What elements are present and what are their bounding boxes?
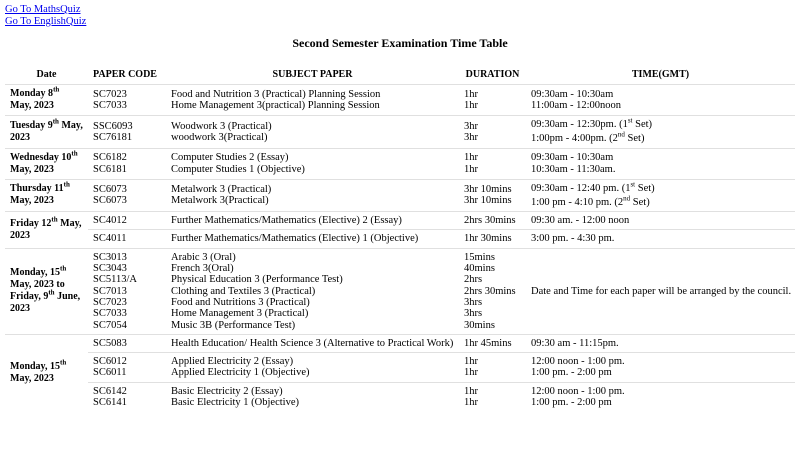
time-gmt: 1:00 pm. - 2:00 pm [531,397,612,409]
subject-paper: Health Education/ Health Science 3 (Alternative to Practical Work) [171,337,454,349]
time-gmt: Date and Time for each paper will be arranged by the council. [531,285,792,297]
subject-paper: Metalwork 3 (Practical) [171,184,272,196]
table-row [5,116,795,149]
paper-code: SC4012 [93,215,127,227]
date-cell: Monday 8th May, 2023 [5,85,88,116]
subject-cell [166,212,459,230]
paper-code: SC6011 [93,367,127,379]
subject-paper: Applied Electricity 2 (Essay) [171,356,294,368]
time-gmt: 09:30 am. - 12:00 noon [531,215,630,227]
date-cell: Monday, 15th May, 2023 [5,334,88,411]
paper-code: SC76181 [93,131,133,143]
time-gmt: 09:30 am - 11:15pm. [531,337,619,349]
subject-paper: woodwork 3(Practical) [171,131,268,143]
paper-code: SC6012 [93,356,127,368]
duration: 1hr 45mins [464,337,512,349]
paper-code: SC5113/A [93,274,137,286]
date-cell: Wednesday 10th May, 2023 [5,148,88,179]
subject-paper: Applied Electricity 1 (Objective) [171,367,310,379]
date-cell: Thursday 11th May, 2023 [5,179,88,212]
duration: 3hrs [464,296,483,308]
time-cell [526,116,795,149]
time-cell [526,334,795,352]
time-gmt: 10:30am - 11:30am. [531,163,616,175]
timetable [5,64,795,411]
paper-code: SSC6093 [93,120,133,132]
subject-paper: Computer Studies 1 (Objective) [171,163,305,175]
subject-paper: Basic Electricity 1 (Objective) [171,397,299,409]
time-cell [526,230,795,248]
date-ordinal: th [63,181,70,190]
time-cell [526,248,795,334]
duration: 40mins [464,263,495,275]
time-cell [526,353,795,383]
english-quiz-link[interactable]: Go To EnglishQuiz [5,15,87,27]
header-paper-code: PAPER CODE [93,68,157,80]
paper-code: SC7013 [93,285,127,297]
table-row [5,382,795,411]
duration-cell [459,148,526,179]
subject-paper: Further Mathematics/Mathematics (Elective) 2 (Essay) [171,215,402,227]
subject-paper: Home Management 3(practical) Planning Session [171,100,380,111]
date-ordinal: th [60,264,67,273]
timetable-body [5,85,795,412]
subject-paper: Woodwork 3 (Practical) [171,120,272,132]
subject-cell [166,248,459,334]
duration-cell [459,116,526,149]
duration: 3hr [464,120,478,132]
subject-paper: Physical Education 3 (Performance Test) [171,274,343,286]
paper-code-cell [88,248,166,334]
subject-paper: Metalwork 3(Practical) [171,195,269,207]
table-row [5,179,795,212]
subject-cell [166,148,459,179]
duration-cell [459,212,526,230]
time-cell [526,382,795,411]
time-gmt: 09:30am - 12:40 pm. (1st Set) [531,180,655,194]
duration-cell [459,85,526,116]
duration: 3hr 10mins [464,195,512,207]
duration: 2hrs 30mins [464,285,516,297]
paper-code: SC3013 [93,251,127,263]
subject-paper: Clothing and Textiles 3 (Practical) [171,285,316,297]
subject-cell [166,382,459,411]
paper-code-cell [88,353,166,383]
table-row [5,212,795,230]
paper-code: SC6073 [93,184,127,196]
paper-code-cell [88,382,166,411]
time-gmt: 12:00 noon - 1:00 pm. [531,356,625,368]
duration: 3hr [464,131,478,143]
paper-code-cell [88,334,166,352]
subject-paper: Music 3B (Performance Test) [171,319,296,331]
paper-code: SC7033 [93,308,127,320]
duration: 2hrs [464,274,483,286]
duration: 1hr [464,356,478,368]
time-gmt: 11:00am - 12:00noon [531,100,622,111]
subject-cell [166,230,459,248]
table-row [5,85,795,116]
paper-code: SC7023 [93,296,127,308]
date-ordinal: th [60,358,67,367]
time-gmt: 09:30am - 10:30am [531,152,614,164]
nav-links [5,4,86,27]
paper-code: SC7054 [93,319,127,331]
subject-paper: Computer Studies 2 (Essay) [171,152,289,164]
maths-quiz-link[interactable]: Go To MathsQuiz [5,4,81,15]
subject-paper: Food and Nutritions 3 (Practical) [171,296,310,308]
time-gmt: 09:30am - 10:30am [531,88,614,100]
paper-code: SC7023 [93,88,127,100]
table-row [5,148,795,179]
subject-cell [166,179,459,212]
subject-paper: Home Management 3 (Practical) [171,308,309,320]
subject-cell [166,85,459,116]
date-cell: Monday, 15th May, 2023 to Friday, 9th June, 2023 [5,248,88,334]
time-gmt: 09:30am - 12:30pm. (1st Set) [531,116,653,130]
header-row [5,64,795,85]
duration: 1hr [464,367,478,379]
duration: 1hr [464,397,478,409]
table-row [5,353,795,383]
subject-paper: Arabic 3 (Oral) [171,251,236,263]
ordinal-suffix: nd [623,194,631,203]
table-row [5,248,795,334]
duration-cell [459,353,526,383]
time-gmt: 3:00 pm. - 4:30 pm. [531,233,615,245]
duration-cell [459,248,526,334]
duration-cell [459,179,526,212]
ordinal-suffix: nd [617,130,625,139]
duration-cell [459,334,526,352]
duration-cell [459,230,526,248]
time-cell [526,212,795,230]
header-date: Date [36,68,57,80]
time-gmt: 12:00 noon - 1:00 pm. [531,385,625,397]
time-gmt: 1:00pm - 4:00pm. (2nd Set) [531,130,645,145]
date-cell: Friday 12th May, 2023 [5,212,88,249]
table-row [5,230,795,248]
duration: 1hr [464,163,478,175]
header-time: TIME(GMT) [631,68,690,80]
paper-code: SC6181 [93,163,127,175]
paper-code-cell [88,212,166,230]
duration: 3hr 10mins [464,184,512,196]
subject-paper: Food and Nutrition 3 (Practical) Planning Session [171,88,381,100]
paper-code: SC7033 [93,100,127,111]
date-cell: Tuesday 9th May, 2023 [5,116,88,149]
paper-code-cell [88,230,166,248]
header-subject: SUBJECT PAPER [272,68,353,80]
paper-code: SC6142 [93,385,127,397]
paper-code: SC6141 [93,397,127,409]
time-gmt: 1:00 pm. - 2:00 pm [531,367,612,379]
duration: 30mins [464,319,495,331]
ordinal-suffix: st [627,116,633,125]
duration: 1hr [464,100,478,111]
time-cell [526,85,795,116]
subject-paper: Basic Electricity 2 (Essay) [171,385,283,397]
paper-code-cell [88,179,166,212]
subject-cell [166,353,459,383]
paper-code: SC3043 [93,263,127,275]
ordinal-suffix: st [630,180,636,189]
date-ordinal: th [52,117,59,126]
duration-cell [459,382,526,411]
date-ordinal: th [51,215,58,224]
duration: 15mins [464,251,495,263]
duration: 1hr [464,152,478,164]
table-row [5,334,795,352]
duration: 2hrs 30mins [464,215,516,227]
duration: 1hr [464,385,478,397]
time-cell [526,179,795,212]
subject-paper: French 3(Oral) [171,263,234,275]
page-title: Second Semester Examination Time Table [292,36,508,50]
paper-code-cell [88,85,166,116]
duration: 1hr [464,88,478,100]
time-gmt: 1:00 pm - 4:10 pm. (2nd Set) [531,194,650,208]
paper-code: SC4011 [93,233,127,245]
paper-code: SC6182 [93,152,127,164]
date-ordinal: th [53,85,60,94]
date-ordinal: th [71,149,78,158]
subject-cell [166,334,459,352]
subject-cell [166,116,459,149]
header-duration: DURATION [465,68,520,80]
paper-code-cell [88,148,166,179]
date-ordinal: th [48,288,55,297]
time-cell [526,148,795,179]
duration: 3hrs [464,308,483,320]
subject-paper: Further Mathematics/Mathematics (Elective) 1 (Objective) [171,233,419,245]
paper-code: SC5083 [93,337,127,349]
paper-code-cell [88,116,166,149]
paper-code: SC6073 [93,195,127,207]
duration: 1hr 30mins [464,233,512,245]
